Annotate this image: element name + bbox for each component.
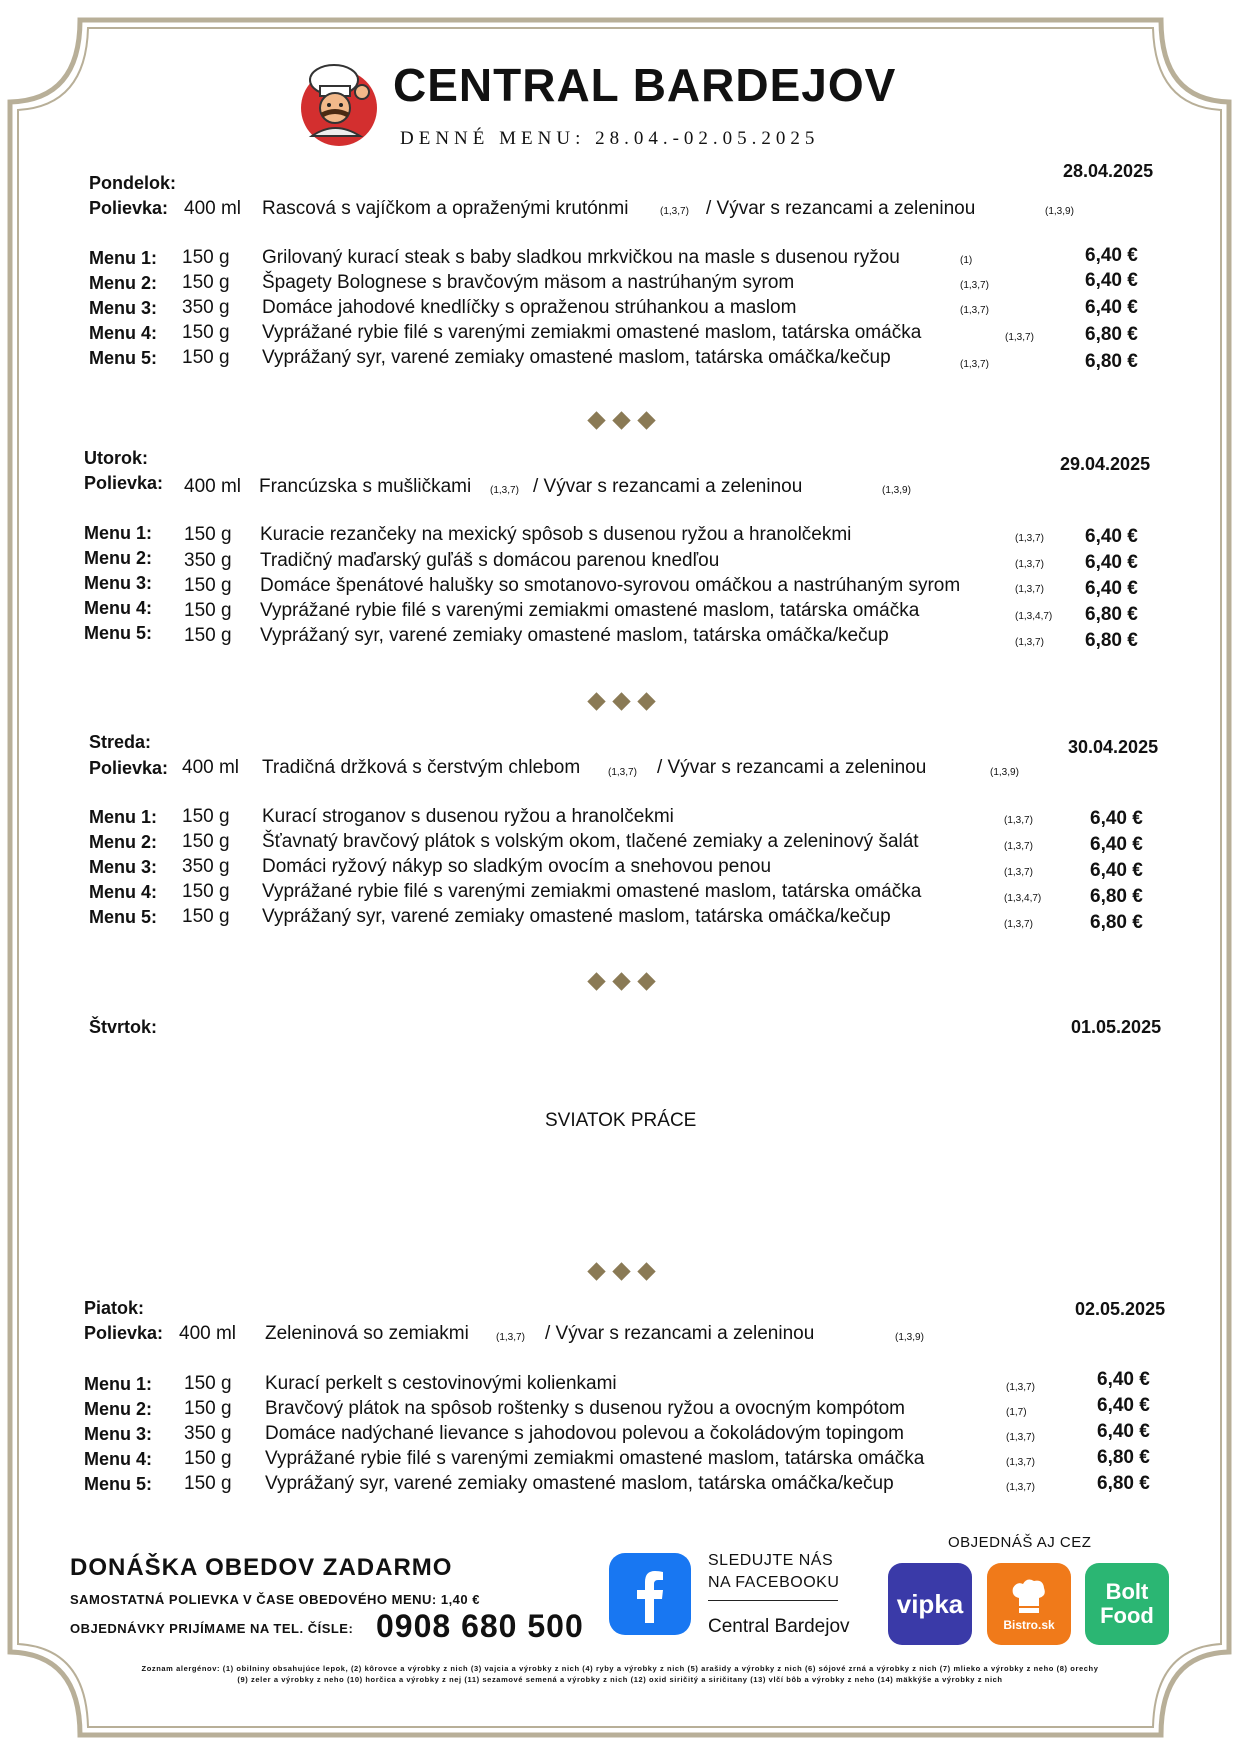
menu-price: 6,40 € <box>1097 1395 1150 1416</box>
menu-dish: Vyprážaný syr, varené zemiaky omastené maslom, tatárska omáčka/kečup <box>262 347 891 368</box>
menu-price: 6,40 € <box>1085 552 1138 573</box>
menu-amount: 150 g <box>184 625 232 646</box>
soup-text: Tradičná držková s čerstvým chlebom <box>262 757 581 778</box>
menu-label: Menu 5: <box>89 907 158 927</box>
soup-price-note: SAMOSTATNÁ POLIEVKA V ČASE OBEDOVÉHO MENU: 1,40 € <box>70 1592 480 1607</box>
menu-dish: Vyprážané rybie filé s varenými zemiakmi omastené maslom, tatárska omáčka <box>265 1448 925 1469</box>
menu-label: Menu 1: <box>89 248 158 268</box>
menu-label: Menu 5: <box>84 623 153 643</box>
separator-diamonds <box>584 975 664 995</box>
menu-allergens: (1,3,4,7) <box>1015 611 1053 622</box>
menu-allergens: (1,3,7) <box>1006 1432 1035 1443</box>
menu-price: 6,40 € <box>1085 297 1138 318</box>
soup-amount: 400 ml <box>184 198 242 219</box>
menu-dish: Vyprážaný syr, varené zemiaky omastené maslom, tatárska omáčka/kečup <box>262 906 891 927</box>
menu-price: 6,80 € <box>1085 630 1138 651</box>
menu-label: Menu 2: <box>89 273 158 293</box>
menu-dish: Špagety Bolognese s bravčovým mäsom a nastrúhaným syrom <box>262 272 795 293</box>
menu-allergens: (1,3,7) <box>960 305 989 316</box>
menu-allergens: (1,3,4,7) <box>1004 893 1042 904</box>
menu-price: 6,40 € <box>1085 526 1138 547</box>
menu-amount: 350 g <box>182 297 230 318</box>
menu-amount: 150 g <box>184 575 232 596</box>
menu-label: Menu 3: <box>89 298 158 318</box>
separator-diamonds <box>584 1265 664 1285</box>
soup-allergens: (1,3,7) <box>660 206 689 217</box>
soup-alternative-allergens: (1,3,9) <box>895 1332 924 1343</box>
allergen-list: Zoznam alergénov: (1) obilniny obsahujúce lepok, (2) kôrovce a výrobky z nich (3) vajcia a výrobky z nich (4) ryby a výrobky z nich (5) arašidy a výrobky z nich (6) sójové zrná a výrobky z nich (7) mlieko a výrobky z neho (8) orechy (9) zeler a výrobky z neho (10) horčica a výrobky z nej (11) sezamové semená a výrobky z nich (12) oxid siričitý a siričitany (13) vlčí bôb a výrobky z neho (14) mäkkýše a výrobky z nich <box>141 1664 1099 1684</box>
menu-dish: Šťavnatý bravčový plátok s volským okom, tlačené zemiaky a zeleninový šalát <box>262 831 919 852</box>
menu-amount: 150 g <box>184 1373 232 1394</box>
menu-allergens: (1,7) <box>1006 1407 1027 1418</box>
day-name-thursday: Štvrtok: <box>89 1017 158 1037</box>
day-date-tuesday: 29.04.2025 <box>1060 454 1151 474</box>
soup-text: Zeleninová so zemiakmi <box>265 1323 469 1344</box>
facebook-divider <box>708 1600 838 1601</box>
menu-dish: Bravčový plátok na spôsob roštenky s dusenou ryžou a ovocným kompótom <box>265 1398 905 1419</box>
menu-label: Menu 2: <box>84 1399 153 1419</box>
menu-label: Menu 3: <box>84 573 153 593</box>
menu-allergens: (1) <box>960 255 973 266</box>
day-date-friday: 02.05.2025 <box>1075 1299 1166 1319</box>
menu-allergens: (1,3,7) <box>1015 559 1044 570</box>
soup-amount: 400 ml <box>179 1323 237 1344</box>
day-name-wednesday: Streda: <box>89 732 152 752</box>
menu-price: 6,80 € <box>1085 324 1138 345</box>
soup-alternative: / Vývar s rezancami a zeleninou <box>533 476 803 497</box>
restaurant-title: CENTRAL BARDEJOV <box>393 59 897 111</box>
menu-price: 6,40 € <box>1090 808 1143 829</box>
menu-allergens: (1,3,7) <box>1006 1382 1035 1393</box>
soup-alternative: / Vývar s rezancami a zeleninou <box>706 198 976 219</box>
menu-price: 6,80 € <box>1090 886 1143 907</box>
menu-price: 6,80 € <box>1090 912 1143 933</box>
menu-allergens: (1,3,7) <box>1006 1457 1035 1468</box>
menu-amount: 150 g <box>184 600 232 621</box>
menu-amount: 150 g <box>182 906 230 927</box>
delivery-headline: DONÁŠKA OBEDOV ZADARMO <box>70 1554 453 1581</box>
menu-allergens: (1,3,7) <box>1004 919 1033 930</box>
chef-hat-icon <box>1009 1576 1049 1618</box>
menu-dish: Vyprážané rybie filé s varenými zemiakmi omastené maslom, tatárska omáčka <box>262 322 922 343</box>
menu-amount: 350 g <box>184 1423 232 1444</box>
facebook-cta-line2: NA FACEBOOKU <box>708 1574 840 1591</box>
menu-label: Menu 4: <box>89 323 158 343</box>
menu-dish: Domáci ryžový nákyp so sladkým ovocím a snehovou penou <box>262 856 772 877</box>
menu-amount: 150 g <box>184 1448 232 1469</box>
soup-alternative-allergens: (1,3,9) <box>882 485 911 496</box>
facebook-page-name[interactable]: Central Bardejov <box>708 1616 850 1637</box>
menu-amount: 350 g <box>184 550 232 571</box>
menu-allergens: (1,3,7) <box>1015 533 1044 544</box>
menu-price: 6,80 € <box>1097 1447 1150 1468</box>
menu-amount: 150 g <box>184 1398 232 1419</box>
menu-allergens: (1,3,7) <box>1006 1482 1035 1493</box>
menu-price: 6,40 € <box>1085 578 1138 599</box>
holiday-note: SVIATOK PRÁCE <box>545 1110 697 1131</box>
menu-allergens: (1,3,7) <box>960 359 989 370</box>
menu-price: 6,40 € <box>1085 245 1138 266</box>
menu-label: Menu 5: <box>89 348 158 368</box>
menu-label: Menu 2: <box>84 548 153 568</box>
vipka-label: vipka <box>896 1588 964 1619</box>
soup-alternative-allergens: (1,3,9) <box>990 767 1019 778</box>
menu-price: 6,40 € <box>1090 860 1143 881</box>
menu-label: Menu 4: <box>84 1449 153 1469</box>
menu-label: Menu 4: <box>84 598 153 618</box>
day-date-thursday: 01.05.2025 <box>1071 1017 1162 1037</box>
bolt-label: Bolt <box>1105 1579 1149 1604</box>
menu-amount: 150 g <box>184 1473 232 1494</box>
menu-label: Menu 5: <box>84 1474 153 1494</box>
bolt-food-app-icon[interactable] <box>1085 1563 1169 1645</box>
menu-price: 6,80 € <box>1085 604 1138 625</box>
menu-dish: Kurací stroganov s dusenou ryžou a hranolčekmi <box>262 806 674 827</box>
menu-price: 6,80 € <box>1085 351 1138 372</box>
menu-label: Menu 3: <box>89 857 158 877</box>
chef-logo <box>298 58 380 150</box>
bistro-label: Bistro.sk <box>1003 1618 1055 1632</box>
menu-amount: 150 g <box>182 347 230 368</box>
soup-allergens: (1,3,7) <box>608 767 637 778</box>
menu-label: Menu 1: <box>84 1374 153 1394</box>
facebook-icon[interactable] <box>609 1553 691 1635</box>
menu-amount: 350 g <box>182 856 230 877</box>
menu-date-range: DENNÉ MENU: 28.04.-02.05.2025 <box>400 128 820 149</box>
menu-dish: Grilovaný kurací steak s baby sladkou mrkvičkou na masle s dusenou ryžou <box>262 247 900 268</box>
soup-text: Rascová s vajíčkom a opraženými krutónmi <box>262 198 629 219</box>
soup-amount: 400 ml <box>184 476 242 497</box>
menu-label: Menu 2: <box>89 832 158 852</box>
food-label: Food <box>1100 1603 1154 1628</box>
soup-alternative: / Vývar s rezancami a zeleninou <box>545 1323 815 1344</box>
menu-price: 6,80 € <box>1097 1473 1150 1494</box>
day-date-monday: 28.04.2025 <box>1063 161 1154 181</box>
menu-dish: Vyprážané rybie filé s varenými zemiakmi omastené maslom, tatárska omáčka <box>262 881 922 902</box>
menu-label: Menu 3: <box>84 1424 153 1444</box>
soup-label: Polievka: <box>89 198 169 218</box>
menu-dish: Domáce špenátové halušky so smotanovo-syrovou omáčkou a nastrúhaným syrom <box>260 575 961 596</box>
soup-alternative: / Vývar s rezancami a zeleninou <box>657 757 927 778</box>
menu-amount: 150 g <box>182 247 230 268</box>
menu-label: Menu 1: <box>84 523 153 543</box>
menu-label: Menu 1: <box>89 807 158 827</box>
menu-price: 6,40 € <box>1097 1421 1150 1442</box>
menu-dish: Tradičný maďarský guľáš s domácou parenou knedľou <box>260 550 720 571</box>
menu-dish: Vyprážaný syr, varené zemiaky omastené maslom, tatárska omáčka/kečup <box>260 625 889 646</box>
menu-amount: 150 g <box>182 322 230 343</box>
soup-allergens: (1,3,7) <box>490 485 519 496</box>
soup-text: Francúzska s mušličkami <box>259 476 472 497</box>
day-name-tuesday: Utorok: <box>84 448 148 468</box>
menu-label: Menu 4: <box>89 882 158 902</box>
menu-price: 6,40 € <box>1097 1369 1150 1390</box>
facebook-f-glyph <box>609 1553 691 1635</box>
menu-allergens: (1,3,7) <box>1015 584 1044 595</box>
menu-dish: Domáce jahodové knedlíčky s opraženou strúhankou a maslom <box>262 297 797 318</box>
bistro-app-icon[interactable] <box>987 1563 1071 1645</box>
menu-amount: 150 g <box>182 806 230 827</box>
menu-allergens: (1,3,7) <box>1005 332 1034 343</box>
facebook-cta-line1: SLEDUJTE NÁS <box>708 1552 834 1569</box>
menu-price: 6,40 € <box>1090 834 1143 855</box>
vipka-app-icon[interactable] <box>888 1563 972 1645</box>
day-date-wednesday: 30.04.2025 <box>1068 737 1159 757</box>
soup-label: Polievka: <box>84 473 164 493</box>
orders-note: OBJEDNÁVKY PRIJÍMAME NA TEL. ČÍSLE: <box>70 1621 354 1636</box>
menu-price: 6,40 € <box>1085 270 1138 291</box>
day-name-monday: Pondelok: <box>89 173 177 193</box>
day-name-friday: Piatok: <box>84 1298 145 1318</box>
menu-dish: Kuracie rezančeky na mexický spôsob s dusenou ryžou a hranolčekmi <box>260 524 852 545</box>
menu-amount: 150 g <box>182 831 230 852</box>
menu-allergens: (1,3,7) <box>1004 841 1033 852</box>
separator-diamonds <box>584 695 664 715</box>
menu-allergens: (1,3,7) <box>1004 815 1033 826</box>
soup-allergens: (1,3,7) <box>496 1332 525 1343</box>
soup-alternative-allergens: (1,3,9) <box>1045 206 1074 217</box>
menu-dish: Vyprážaný syr, varené zemiaky omastené maslom, tatárska omáčka/kečup <box>265 1473 894 1494</box>
menu-dish: Domáce nadýchané lievance s jahodovou polevou a čokoládovým topingom <box>265 1423 905 1444</box>
menu-dish: Vyprážané rybie filé s varenými zemiakmi omastené maslom, tatárska omáčka <box>260 600 920 621</box>
separator-diamonds <box>584 414 664 434</box>
soup-label: Polievka: <box>89 758 169 778</box>
menu-amount: 150 g <box>182 881 230 902</box>
menu-dish: Kurací perkelt s cestovinovými kolienkami <box>265 1373 617 1394</box>
menu-allergens: (1,3,7) <box>1015 637 1044 648</box>
phone-number[interactable]: 0908 680 500 <box>376 1608 584 1644</box>
menu-allergens: (1,3,7) <box>960 280 989 291</box>
menu-allergens: (1,3,7) <box>1004 867 1033 878</box>
menu-amount: 150 g <box>184 524 232 545</box>
soup-label: Polievka: <box>84 1323 164 1343</box>
soup-amount: 400 ml <box>182 757 240 778</box>
order-via-label: OBJEDNÁŠ AJ CEZ <box>948 1534 1092 1551</box>
menu-amount: 150 g <box>182 272 230 293</box>
